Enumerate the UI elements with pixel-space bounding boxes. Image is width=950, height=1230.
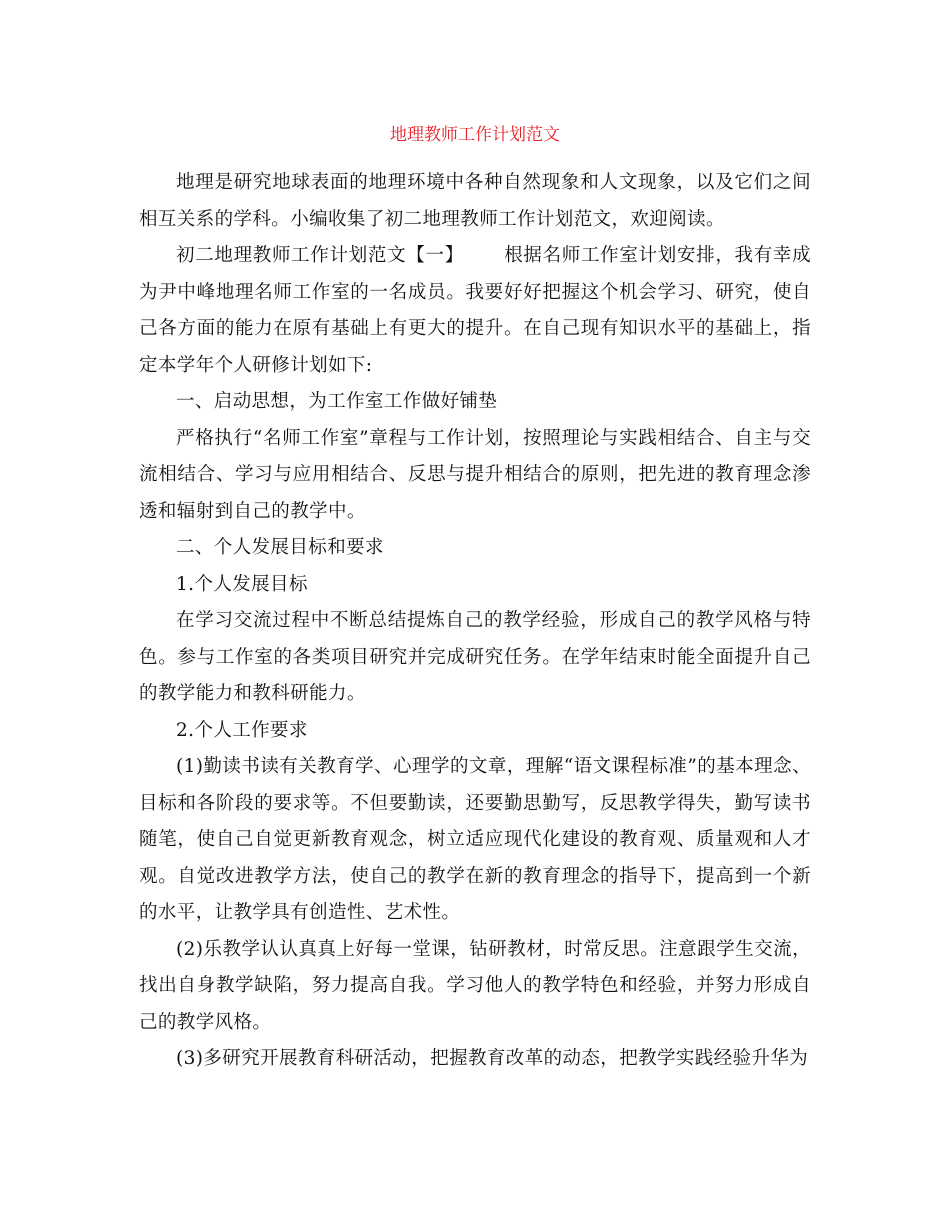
section-heading: 初二地理教师工作计划范文【一】: [176, 245, 464, 266]
intro-paragraph: 地理是研究地球表面的地理环境中各种自然现象和人文现象，以及它们之间相互关系的学科。小编收集了初二地理教师工作计划范文，欢迎阅读。: [139, 172, 811, 230]
body-paragraph: 严格执行“名师工作室”章程与工作计划，按照理论与实践相结合、自主与交流相结合、学习与应用相结合、反思与提升相结合的原则，把先进的教育理念渗透和辐射到自己的教学中。: [139, 427, 811, 522]
list-item-research: (3)多研究开展教育科研活动，把握教育改革的动态，把教学实践经验升华为: [176, 1048, 809, 1069]
body-paragraph: 在学习交流过程中不断总结提炼自己的教学经验，形成自己的教学风格与特色。参与工作室的各类项目研究并完成研究任务。在学年结束时能全面提升自己的教学能力和教科研能力。: [139, 610, 811, 704]
list-item-reading: (1)勤读书读有关教育学、心理学的文章，理解“语文课程标准”的基本理念、目标和各阶段的要求等。不但要勤读，还要勤思勤写，反思教学得失，勤写读书随笔，使自己自觉更新教育观念，树立适应现代化建设的教育观、质量观和人才观。自觉改进教学方法，使自己的教学在新的教育理念的指导下，提高到一个新的水平，让教学具有创造性、艺术性。: [139, 756, 811, 923]
document-body: [139, 165, 811, 1078]
subheading-requirements: 2.个人工作要求: [176, 719, 308, 741]
section-paragraph: [139, 238, 811, 384]
heading-two: 二、个人发展目标和要求: [176, 537, 384, 558]
heading-one: 一、启动思想，为工作室工作做好铺垫: [176, 391, 498, 412]
document-title: 地理教师工作计划范文: [390, 125, 560, 145]
list-item-teaching: (2)乐教学认认真真上好每一堂课，钻研教材，时常反思。注意跟学生交流，找出自身教学缺陷，努力提高自我。学习他人的教学特色和经验，并努力形成自己的教学风格。: [139, 938, 811, 1033]
section-intro-text: 根据名师工作室计划安排，我有幸成为尹中峰地理名师工作室的一名成员。我要好好把握这个机会学习、研究，使自己各方面的能力在原有基础上有更大的提升。在自己现有知识水平的基础上，指定本学年个人研修计划如下:: [139, 245, 811, 376]
subheading-goal: 1.个人发展目标: [176, 573, 308, 595]
